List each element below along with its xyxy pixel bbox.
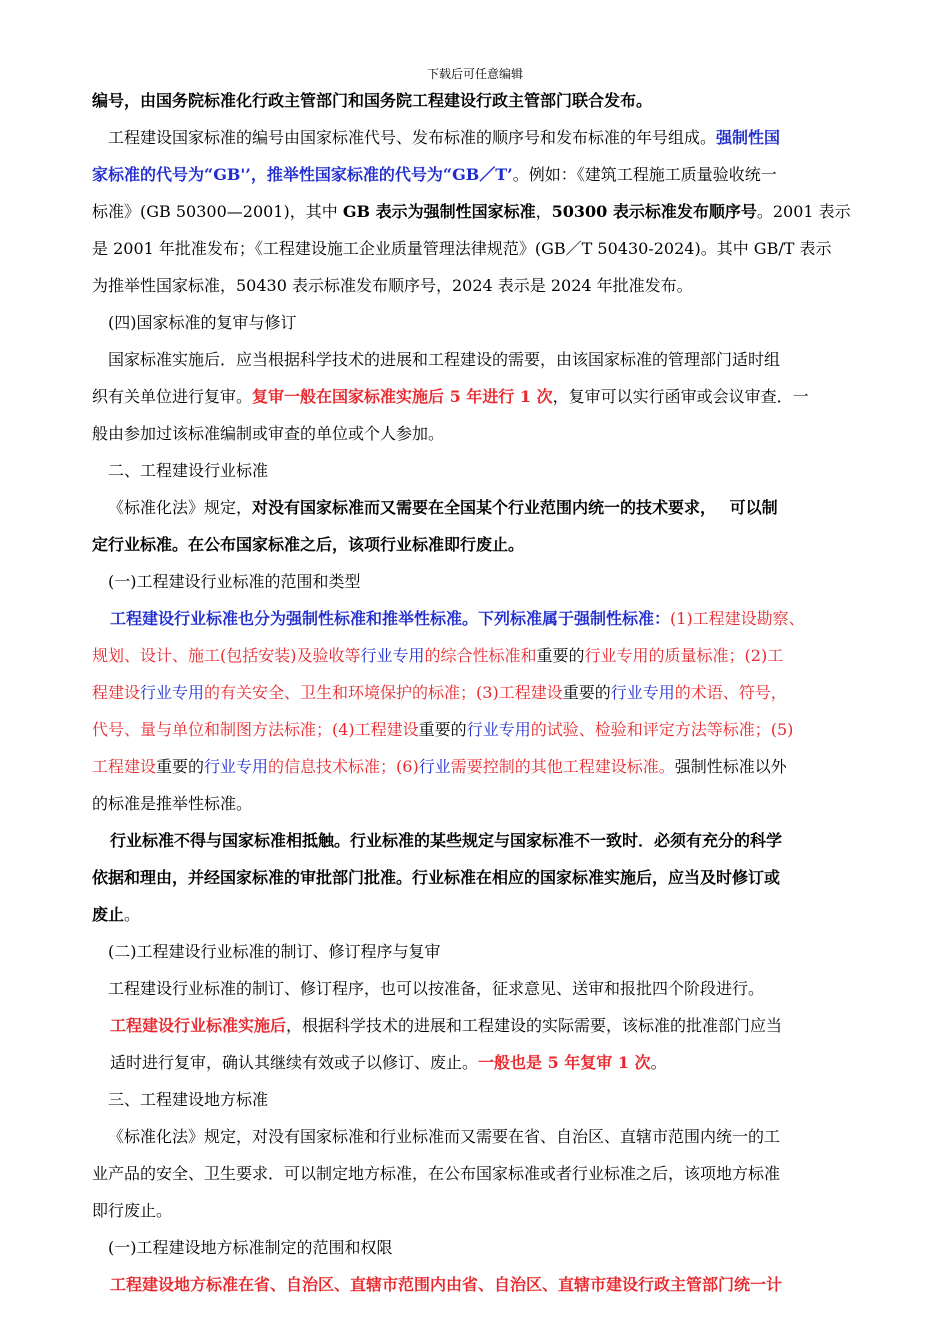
text-line [92,415,860,452]
text-run: 家标准的代号为“GB'’，推举性国家标准的代号为“GB／T’ [92,165,513,184]
text-run: ， [535,202,552,221]
text-run: 行业专用的质量标准；(2)工 [584,646,784,665]
text-run: 废止 [92,905,125,924]
text-line [92,341,860,378]
text-run: 复审一般在国家标准实施后 5 年进行 1 次 [252,387,553,406]
text-run: 编号，由国务院标准化行政主管部门和国务院工程建设行政主管部门联合发布。 [92,91,653,110]
text-run: 对没有国家标准而又需要在全国某个行业范围内统一的技术要求， 可以制 [252,498,778,517]
text-line [92,156,860,193]
text-run: 行业专用 [466,720,531,739]
text-run: 依据和理由，并经国家标准的审批部门批准。行业标准在相应的国家标准实施后，应当及时修订或 [92,868,781,887]
text-run: 定行业标准。在公布国家标准之后，该项行业标准即行废止。 [92,535,525,554]
text-run: (一)工程建设行业标准的范围和类型 [108,572,361,591]
text-run: (四)国家标准的复审与修订 [108,313,297,332]
text-line [92,489,860,526]
text-run: 强制性标准以外 [674,757,787,776]
text-run: 规划、设计、施工(包括安装)及验收等 [92,646,361,665]
text-line [92,1229,860,1266]
text-line [92,1192,860,1229]
text-run: 工程建设地方标准在省、自治区、直辖市范围内由省、自治区、直辖市建设行政主管部门统一计 [110,1275,783,1294]
text-line [92,82,860,119]
text-line [92,1155,860,1192]
text-line [92,637,860,674]
text-run: 的信息技术标准；(6) [268,757,419,776]
text-line [92,711,860,748]
text-line [92,193,860,230]
text-run: 强制性国 [716,128,781,147]
text-run: 。例如：《建筑工程施工质量验收统一 [512,165,777,184]
text-run: 即行废止。 [92,1201,173,1220]
text-line [92,896,860,933]
text-run: 工程建设国家标准的编号由国家标准代号、发布标准的顺序号和发布标准的年号组成。 [108,128,717,147]
text-line [92,526,860,563]
text-run: 一般也是 5 年复审 1 次 [478,1053,651,1072]
text-run: 的术语、符号， [674,683,787,702]
text-line [92,230,860,267]
text-run: 的有关安全、卫生和环境保护的标准；(3)工程建设 [204,683,563,702]
text-run: 。 [124,905,141,924]
text-run: ，根据科学技术的进展和工程建设的实际需要，该标准的批准部门应当 [286,1016,783,1035]
page-header: 下载后可任意编辑 [426,67,523,81]
text-line [92,119,860,156]
text-line [92,267,860,304]
text-run: 《标准化法》规定，对没有国家标准和行业标准而又需要在省、自治区、直辖市范围内统一的工 [108,1127,781,1146]
text-run: (二)工程建设行业标准的制订、修订程序与复审 [108,942,441,961]
text-line [92,378,860,415]
text-run: 代号、量与单位和制图方法标准；(4)工程建设 [92,720,419,739]
text-line [92,748,860,785]
text-run: (1)工程建设勘察、 [670,609,805,628]
text-line [92,600,860,637]
text-run: 《标准化法》规定， [108,498,253,517]
text-line [92,563,860,600]
text-run: 重要的 [156,757,205,776]
text-run: 。 [650,1053,667,1072]
text-line [92,933,860,970]
text-run: 行业标准不得与国家标准相抵触。行业标准的某些规定与国家标准不一致时．必须有充分的科学 [110,831,783,850]
text-run: 。2001 表示 [756,202,851,221]
text-run: 重要的 [536,646,585,665]
text-run: 二、工程建设行业标准 [108,461,269,480]
text-run: 50300 表示标准发布顺序号 [551,202,757,221]
text-line [92,1044,860,1081]
text-line [92,859,860,896]
text-run: 般由参加过该标准编制或审查的单位或个人参加。 [92,424,445,443]
text-run: 工程建设行业标准也分为强制性标准和推举性标准。下列标准属于强制性标准： [110,609,671,628]
text-line [92,452,860,489]
text-line [92,785,860,822]
text-line [92,1266,860,1303]
text-line [92,1081,860,1118]
text-run: GB 表示为强制性国家标准 [342,202,536,221]
text-line [92,304,860,341]
text-run: 重要的 [562,683,611,702]
text-run: 行业专用 [360,646,425,665]
text-line [92,674,860,711]
text-run: 的试验、检验和评定方法等标准；(5) [530,720,794,739]
text-run: 行业 [418,757,451,776]
text-run: 的综合性标准和 [424,646,537,665]
text-line [92,1007,860,1044]
text-run: 工程建设行业标准的制订、修订程序，也可以按准备，征求意见、送审和报批四个阶段进行。 [108,979,765,998]
text-run: 行业专用 [204,757,269,776]
text-run: 业产品的安全、卫生要求．可以制定地方标准，在公布国家标准或者行业标准之后，该项地方标准 [92,1164,781,1183]
text-run: ，复审可以实行函审或会议审查．一 [552,387,809,406]
text-run: 工程建设 [92,757,157,776]
text-run: 程建设 [92,683,141,702]
text-run: 重要的 [418,720,467,739]
text-run: 工程建设行业标准实施后 [110,1016,287,1035]
text-line [92,822,860,859]
text-run: 的标准是推举性标准。 [92,794,253,813]
text-run: 三、工程建设地方标准 [108,1090,269,1109]
text-run: 需要控制的其他工程建设标准。 [450,757,675,776]
text-run: 是 2001 年批准发布；《工程建设施工企业质量管理法律规范》(GB／T 50430-2024)。其中 GB/T 表示 [92,239,832,258]
text-line [92,1118,860,1155]
text-run: 织有关单位进行复审。 [92,387,253,406]
text-run: 为推举性国家标准，50430 表示标准发布顺序号，2024 表示是 2024 年批准发布。 [92,276,693,295]
document-body [92,82,860,1303]
text-line [92,970,860,1007]
text-run: 行业专用 [140,683,205,702]
text-run: 国家标准实施后．应当根据科学技术的进展和工程建设的需要，由该国家标准的管理部门适时组 [108,350,781,369]
text-run: 标准》(GB 50300—2001)，其中 [92,202,343,221]
text-run: 行业专用 [610,683,675,702]
text-run: (一)工程建设地方标准制定的范围和权限 [108,1238,393,1257]
text-run: 适时进行复审，确认其继续有效或子以修订、废止。 [110,1053,479,1072]
